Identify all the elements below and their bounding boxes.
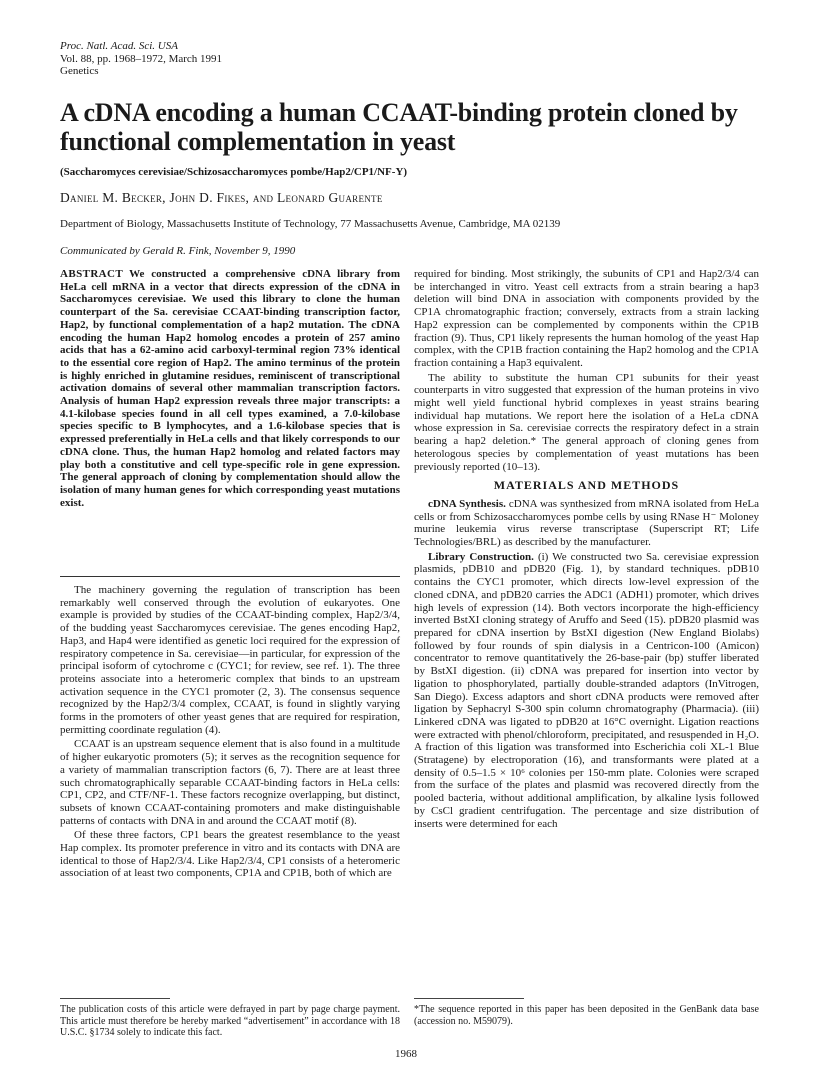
communicated-by: Communicated by Gerald R. Fink, November 9, 1990: [60, 245, 296, 257]
footnote-rule-right: [414, 998, 524, 999]
abstract-text: We constructed a comprehensive cDNA library from HeLa cell mRNA in a vector that directs expression of the cDNA in Saccharomyces cerevisiae. We used this library to clone the human counterpart of the Sa. cerevisiae CCAAT-binding transcription factor, Hap2, by functional complementation of a hap2 mutation. The cDNA encoding the human Hap2 homolog encodes a protein of 257 amino acids that has a 62-amino acid carboxyl-terminal region 73% identical to the essential core region of Hap2. The amino terminus of the protein is highly enriched in glutamine residues, reminiscent of transcriptional activation domains of several other mammalian transcription factors. Analysis of human Hap2 expression reveals three major transcripts: a 4.1-kilobase species found in all cell types examined, a 7.0-kilobase species specific to B lymphocytes, and a 1.6-kilobase species that is expressed preferentially in HeLa cells and that likely corresponds to our cDNA clone. Thus, the human Hap2 homolog and related factors may play both a constitutive and cell type-specific role in gene expression. The general approach of cloning by complementation should allow the isolation of many human genes for which corresponding yeast mutations exist.: [60, 268, 400, 509]
run-in-heading: cDNA Synthesis.: [428, 497, 506, 510]
affiliation: Department of Biology, Massachusetts Institute of Technology, 77 Massachusetts Avenue, Cambridge, MA 02139: [60, 218, 561, 230]
footnote-advertisement: The publication costs of this article were defrayed in part by page charge payment. This article must therefore be hereby marked “advertisement” in accordance with 18 U.S.C. §1734 solely to indicate this fact.: [60, 1004, 400, 1038]
authors: Daniel M. Becker, John D. Fikes, and Leonard Guarente: [60, 190, 383, 205]
body-paragraph: The ability to substitute the human CP1 subunits for their yeast counterparts in vitro suggested that expression of the human proteins in vivo might well yield functional hybrid complexes in yeast strains bearing individual hap mutations. We report here the isolation of a HeLa cDNA whose expression in Sa. cerevisiae corrects the respiratory defect in a strain bearing a hap2 deletion.* The general approach of cloning genes from heterologous species by complementation of yeast mutations has been previously reported (10–13).: [414, 371, 759, 473]
left-column-body: [60, 584, 400, 880]
journal-name: Proc. Natl. Acad. Sci. USA: [60, 40, 178, 52]
journal-section: Genetics: [60, 65, 99, 77]
body-paragraph: Of these three factors, CP1 bears the greatest resemblance to the yeast Hap complex. Its promoter preference in vitro and its contacts with DNA are identical to those of Hap2/3/4. Like Hap2/3/4, CP1 consists of a heteromeric association of at least two components, CP1A and CP1B, both of which are: [60, 829, 400, 880]
article-title: A cDNA encoding a human CCAAT-binding protein cloned by functional complementation in yeast: [60, 98, 738, 156]
methods-paragraph: [414, 498, 759, 549]
abstract: [60, 268, 400, 509]
run-in-heading: Library Construction.: [428, 550, 534, 563]
body-paragraph: CCAAT is an upstream sequence element that is also found in a multitude of higher eukaryotic promoters (5); it serves as the recognition sequence for a variety of mammalian transcription factors (6, 7). There are at least three such chromatographically separable CCAAT-binding factors in HeLa cells: CP1, CP2, and CTF/NF-1. These factors recognize overlapping, but distinct, subsets of known CCAAT-containing promoters and make distinguishable patterns of contacts with DNA in and around the CCAAT motif (8).: [60, 738, 400, 827]
volume-line: Vol. 88, pp. 1968–1972, March 1991: [60, 52, 223, 65]
abstract-heading: ABSTRACT: [60, 268, 124, 280]
journal-header: [60, 40, 222, 78]
methods-text: cDNA was synthesized from mRNA isolated from HeLa cells or from Schizosaccharomyces pombe cells by using RNase H⁻ Moloney murine leukemia virus reverse transcriptase (Superscript RT; Life Technologies/BRL) as described by the manufacturer.: [414, 497, 759, 549]
methods-text: (i) We constructed two Sa. cerevisiae expression plasmids, pDB10 and pDB20 (Fig. 1), by standard techniques. pDB10 contains the CYC1 promoter, which directs low-level expression of the cloned cDNA, and pDB20 carries the ADC1 (ADH1) promoter, which drives high levels of expression (14). Both vectors incorporate the high-efficiency inverted BstXI cloning strategy of Aruffo and Seed (15). pDB20 plasmid was prepared for cDNA insertion by BstXI digestion (New England Biolabs) followed by four rounds of spin dialysis in a Centricon-100 (Amicon) concentrator to remove quantitatively the 26-base-pair (bp) stuffer liberated by BstXI digestion. (ii) cDNA was prepared for insertion into vector by ligation to phosphorylated, partially double-stranded adaptors (InVitrogen, San Diego). Excess adaptors and short cDNA products were removed after ligation by Sephacryl S-300 spin column chromatography (Pharmacia). (iii) Linkered cDNA was ligated to pDB20 at 16°C overnight. Ligation reactions were extracted with phenol/chloroform, precipitated, and resuspended in H₂O. A fraction of this ligation was transformed into Escherichia coli XL-1 Blue (Stratagene) by electroporation (16), and transformants were plated at a density of 0.5–1.5 × 10⁶ colonies per 150-mm plate. Colonies were scraped from the surface of the plates and plasmid was recovered directly from the pooled bacteria, without additional amplification, by alkaline lysis followed by CsCl gradient centrifugation. The percentage and size distribution of inserts were determined for each: [414, 550, 759, 830]
footnote-rule-left: [60, 998, 170, 999]
keywords: (Saccharomyces cerevisiae/Schizosaccharomyces pombe/Hap2/CP1/NF-Y): [60, 166, 408, 178]
methods-paragraph: [414, 551, 759, 830]
body-paragraph: The machinery governing the regulation of transcription has been remarkably well conserved through the evolution of eukaryotes. One example is provided by studies of the CCAAT-binding complex, Hap2/3/4, of the budding yeast Saccharomyces cerevisiae. The genes encoding Hap2, Hap3, and Hap4 were identified as genetic loci required for the expression of respiratory competence in Sa. cerevisiae—in particular, for expression of the principal isoform of cytochrome c (CYC1; for review, see ref. 1). The three proteins associate into a heteromeric complex that binds to an upstream activation sequence in the CYC1 promoter (2, 3). The consensus sequence recognized by the Hap2/3/4 complex, CCAAT, is found in slightly varying forms in the promoters of other yeast genes that are required for respiration, permitting coordinate regulation (4).: [60, 584, 400, 736]
section-heading-methods: MATERIALS AND METHODS: [493, 478, 680, 493]
page-number: 1968: [395, 1048, 417, 1060]
abstract-divider: [60, 576, 400, 577]
footnote-genbank: *The sequence reported in this paper has been deposited in the GenBank data base (accession no. M59079).: [414, 1004, 759, 1027]
right-column-body: [414, 268, 759, 830]
body-paragraph: required for binding. Most strikingly, the subunits of CP1 and Hap2/3/4 can be interchanged in vitro. Yeast cell extracts from a strain bearing a hap3 deletion will bind DNA in association with components provided by the CP1A chromatographic fraction; conversely, extracts from a strain lacking Hap2 expression can be complemented by components within the CP1B fraction (9). Thus, CP1 likely represents the human homolog of the yeast Hap complex, with the CP1B fraction containing the Hap2 homolog and the CP1A fraction containing a Hap3 equivalent.: [414, 268, 759, 369]
